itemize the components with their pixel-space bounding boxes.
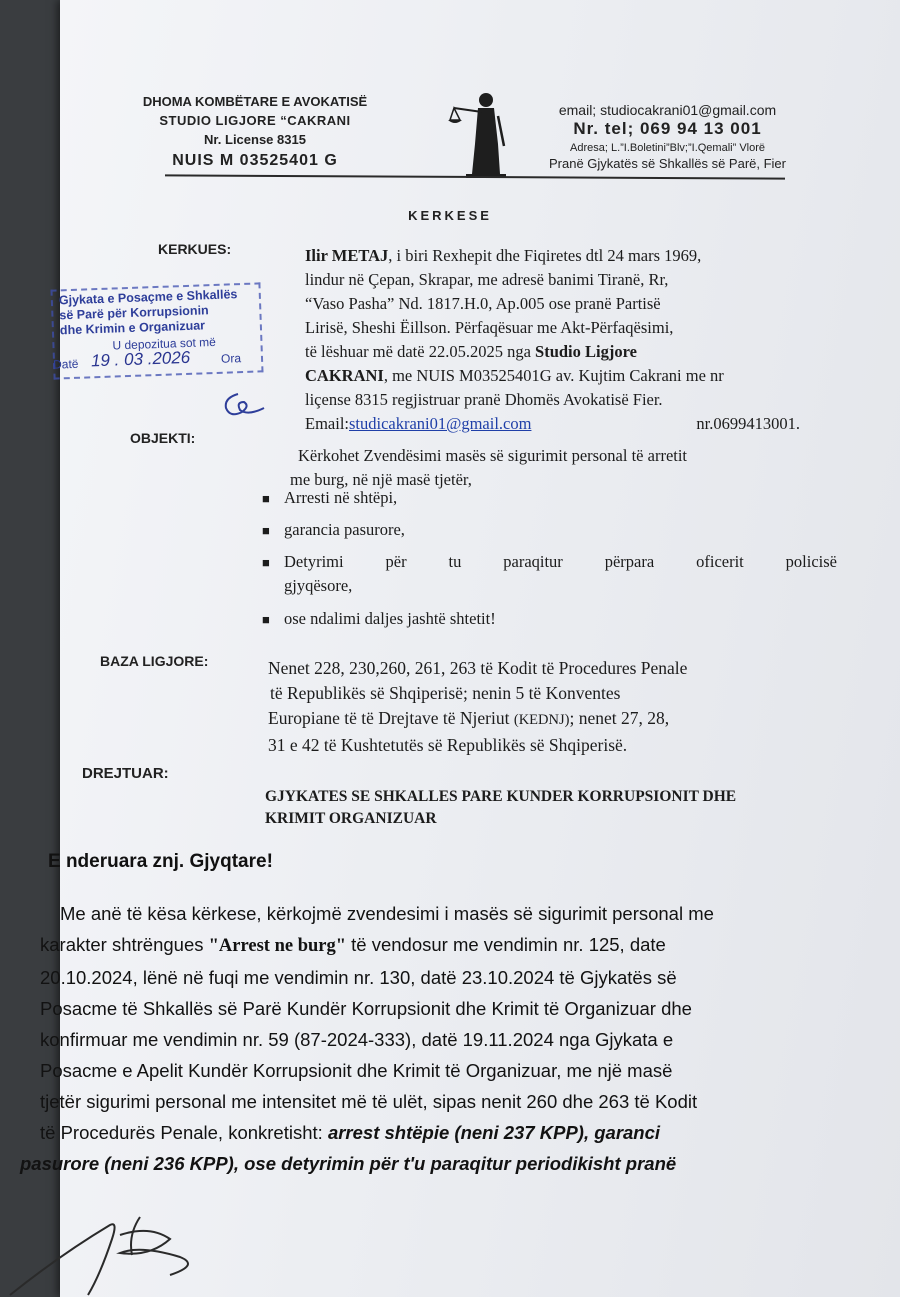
objekti-text (290, 444, 820, 492)
kerkues-label: KERKUES: (158, 241, 232, 257)
kerkues-line-5: të lëshuar më datë 22.05.2025 nga (305, 342, 536, 361)
kerkues-line-6a: , me (383, 366, 417, 385)
paragraph-line-3: 20.10.2024, lënë në fuqi me vendimin nr. 130, datë 23.10.2024 të Gjykatës së (40, 967, 677, 988)
arrest-ne-burg-bold: "Arrest ne burg" (208, 936, 347, 956)
stamp-line-1: Gjykata e Posaçme e Shkallës (58, 287, 238, 308)
main-paragraph (20, 898, 885, 1179)
drejtuar-line-2: KRIMIT ORGANIZUAR (265, 810, 437, 827)
kerkues-line-3: “Vaso Pasha” Nd. 1817.H.0, Ap.005 ose pranë Partisë (305, 294, 661, 313)
drejtuar-line-1: GJYKATES SE SHKALLES PARE KUNDER KORRUPSIONIT DHE (265, 788, 737, 805)
baza-line-1: Nenet 228, 230,260, 261, 263 të Kodit të Procedures Penale (268, 658, 688, 678)
drejtuar-label: DREJTUAR: (82, 765, 169, 782)
requester-parents: , i biri Rexhepit dhe Fiqiretes dtl 24 mars 1969, (388, 246, 702, 265)
objekti-bullets (262, 486, 837, 632)
bullet-text: garancia pasurore, (284, 520, 405, 539)
bullet-item (262, 486, 837, 511)
bullet-text: Arresti në shtëpi, (284, 488, 398, 507)
bullet-item (262, 550, 837, 575)
bullet-icon: ■ (262, 491, 270, 506)
bullet-text: Detyrimi për tu paraqitur përpara oficerit policisë (284, 552, 837, 571)
paragraph-line-9: pasurore (neni 236 KPP), ose detyrimin për t'u paraqitur periodikisht pranë (20, 1153, 677, 1174)
header-right (535, 102, 800, 171)
paragraph-line-7: tjetër sigurimi personal me intensitet më të ulët, sipas nenit 260 dhe 263 të Kodit (40, 1091, 698, 1112)
kednj-abbr: (KEDNJ) (513, 712, 570, 728)
bullet-icon: ■ (262, 555, 270, 570)
studio-name: STUDIO LIGJORE “CAKRANI (159, 113, 351, 128)
bullet-item (262, 607, 837, 632)
email-link[interactable]: studicakrani01@gmail.com (349, 414, 532, 433)
kerkues-line-6b: M03525401G av. Kujtim Cakrani me nr (454, 366, 724, 385)
paragraph-line-4: Posacme të Shkallës së Parë Kundër Korrupsionit dhe Krimit të Organizuar dhe (40, 998, 692, 1019)
paragraph-line-6: Posacme e Apelit Kundër Korrupsionit dhe Krimit të Organizuar, me një masë (40, 1060, 673, 1081)
kerkues-line-4: Lirisë, Sheshi Ëillson. Përfaqësuar me Akt-Përfaqësimi, (305, 318, 674, 337)
paragraph-line-1: Me anë të kësa kërkese, kërkojmë zvendesimi i masës së sigurimit personal me (60, 903, 714, 924)
stamp-line-4: U depozitua sot më (112, 334, 217, 353)
studio-ligjore-bold: Studio Ligjore (535, 342, 637, 361)
kerkues-text (305, 244, 800, 436)
kerkues-line-7: liçense 8315 regjistruar pranë Dhomës Avokatisë Fier. (305, 390, 663, 409)
baza-label: BAZA LIGJORE: (100, 653, 209, 669)
baza-text (268, 656, 840, 758)
baza-line-3c: ; nenet 27, 28, (569, 708, 670, 728)
baza-line-3a: Europiane të të Drejtave të Njeriut (268, 708, 514, 728)
paragraph-line-5: konfirmuar me vendimin nr. 59 (87-2024-333), datë 19.11.2024 nga Gjykata e (40, 1029, 674, 1050)
paragraph-line-2c: të vendosur me vendimin nr. 125, date (346, 934, 666, 955)
header-address: Adresa; L.”I.Boletini”Blv;”I.Qemali” Vlorë (569, 142, 765, 154)
chamber-name: DHOMA KOMBËTARE E AVOKATISË (142, 94, 368, 109)
objekti-label: OBJEKTI: (130, 430, 196, 446)
header-email: email; studiocakrani01@gmail.com (558, 102, 777, 118)
phone-number: nr.0699413001. (696, 414, 800, 433)
stamp-line-3: dhe Krimin e Organizuar (59, 318, 206, 338)
bullet-text: ose ndalimi daljes jashtë shtetit! (284, 609, 496, 628)
stamp-time-label: Ora (220, 351, 242, 366)
stamp-initials-mark (220, 388, 270, 420)
salutation: E nderuara znj. Gjyqtare! (48, 851, 273, 872)
bullet-item (262, 518, 837, 543)
kerkues-line-2: lindur në Çepan, Skrapar, me adresë banimi Tiranë, Rr, (305, 270, 669, 289)
baza-line-4: 31 e 42 të Kushtetutës së Republikës së Shqiperisë. (268, 735, 628, 755)
court-stamp (50, 282, 263, 379)
handwritten-signature (0, 1195, 260, 1297)
paragraph-line-2a: karakter shtrëngues (40, 934, 209, 955)
objekti-line-2: me burg, në një masë tjetër, (290, 470, 472, 489)
lady-justice-icon (448, 86, 518, 178)
objekti-line-1: Kërkohet Zvendësimi masës së sigurimit personal të arretit (298, 446, 688, 465)
bullet-text-cont: gjyqësore, (284, 576, 353, 595)
stamp-date-label: Datë (52, 356, 79, 372)
license-number: Nr. License 8315 (204, 132, 306, 147)
nuis-number: NUIS M 03525401 G (172, 152, 338, 169)
paragraph-line-8b-emphasis: arrest shtëpie (neni 237 KPP), garanci (327, 1122, 661, 1143)
bullet-icon: ■ (262, 523, 270, 538)
header-court: Pranë Gjykatës së Shkallës së Parë, Fier (549, 156, 786, 171)
bullet-icon: ■ (262, 612, 270, 627)
document-title: KERKESE (408, 208, 492, 223)
header-left (120, 92, 390, 170)
requester-first-name: Ilir (305, 246, 332, 265)
stamp-line-2: së Parë për Korrupsionin (59, 303, 209, 323)
stamp-date-value: 19 . 03 .2026 (90, 347, 191, 371)
baza-line-2: të Republikës së Shqiperisë; nenin 5 të Konventes (270, 683, 621, 703)
email-label: Email: (305, 414, 349, 433)
cakrani-bold: CAKRANI (305, 366, 384, 385)
header-phone: Nr. tel; 069 94 13 001 (573, 119, 762, 138)
requester-surname: METAJ (331, 246, 389, 265)
nuis-label: NUIS (416, 366, 455, 385)
paragraph-line-8a: të Procedurës Penale, konkretisht: (40, 1122, 328, 1143)
